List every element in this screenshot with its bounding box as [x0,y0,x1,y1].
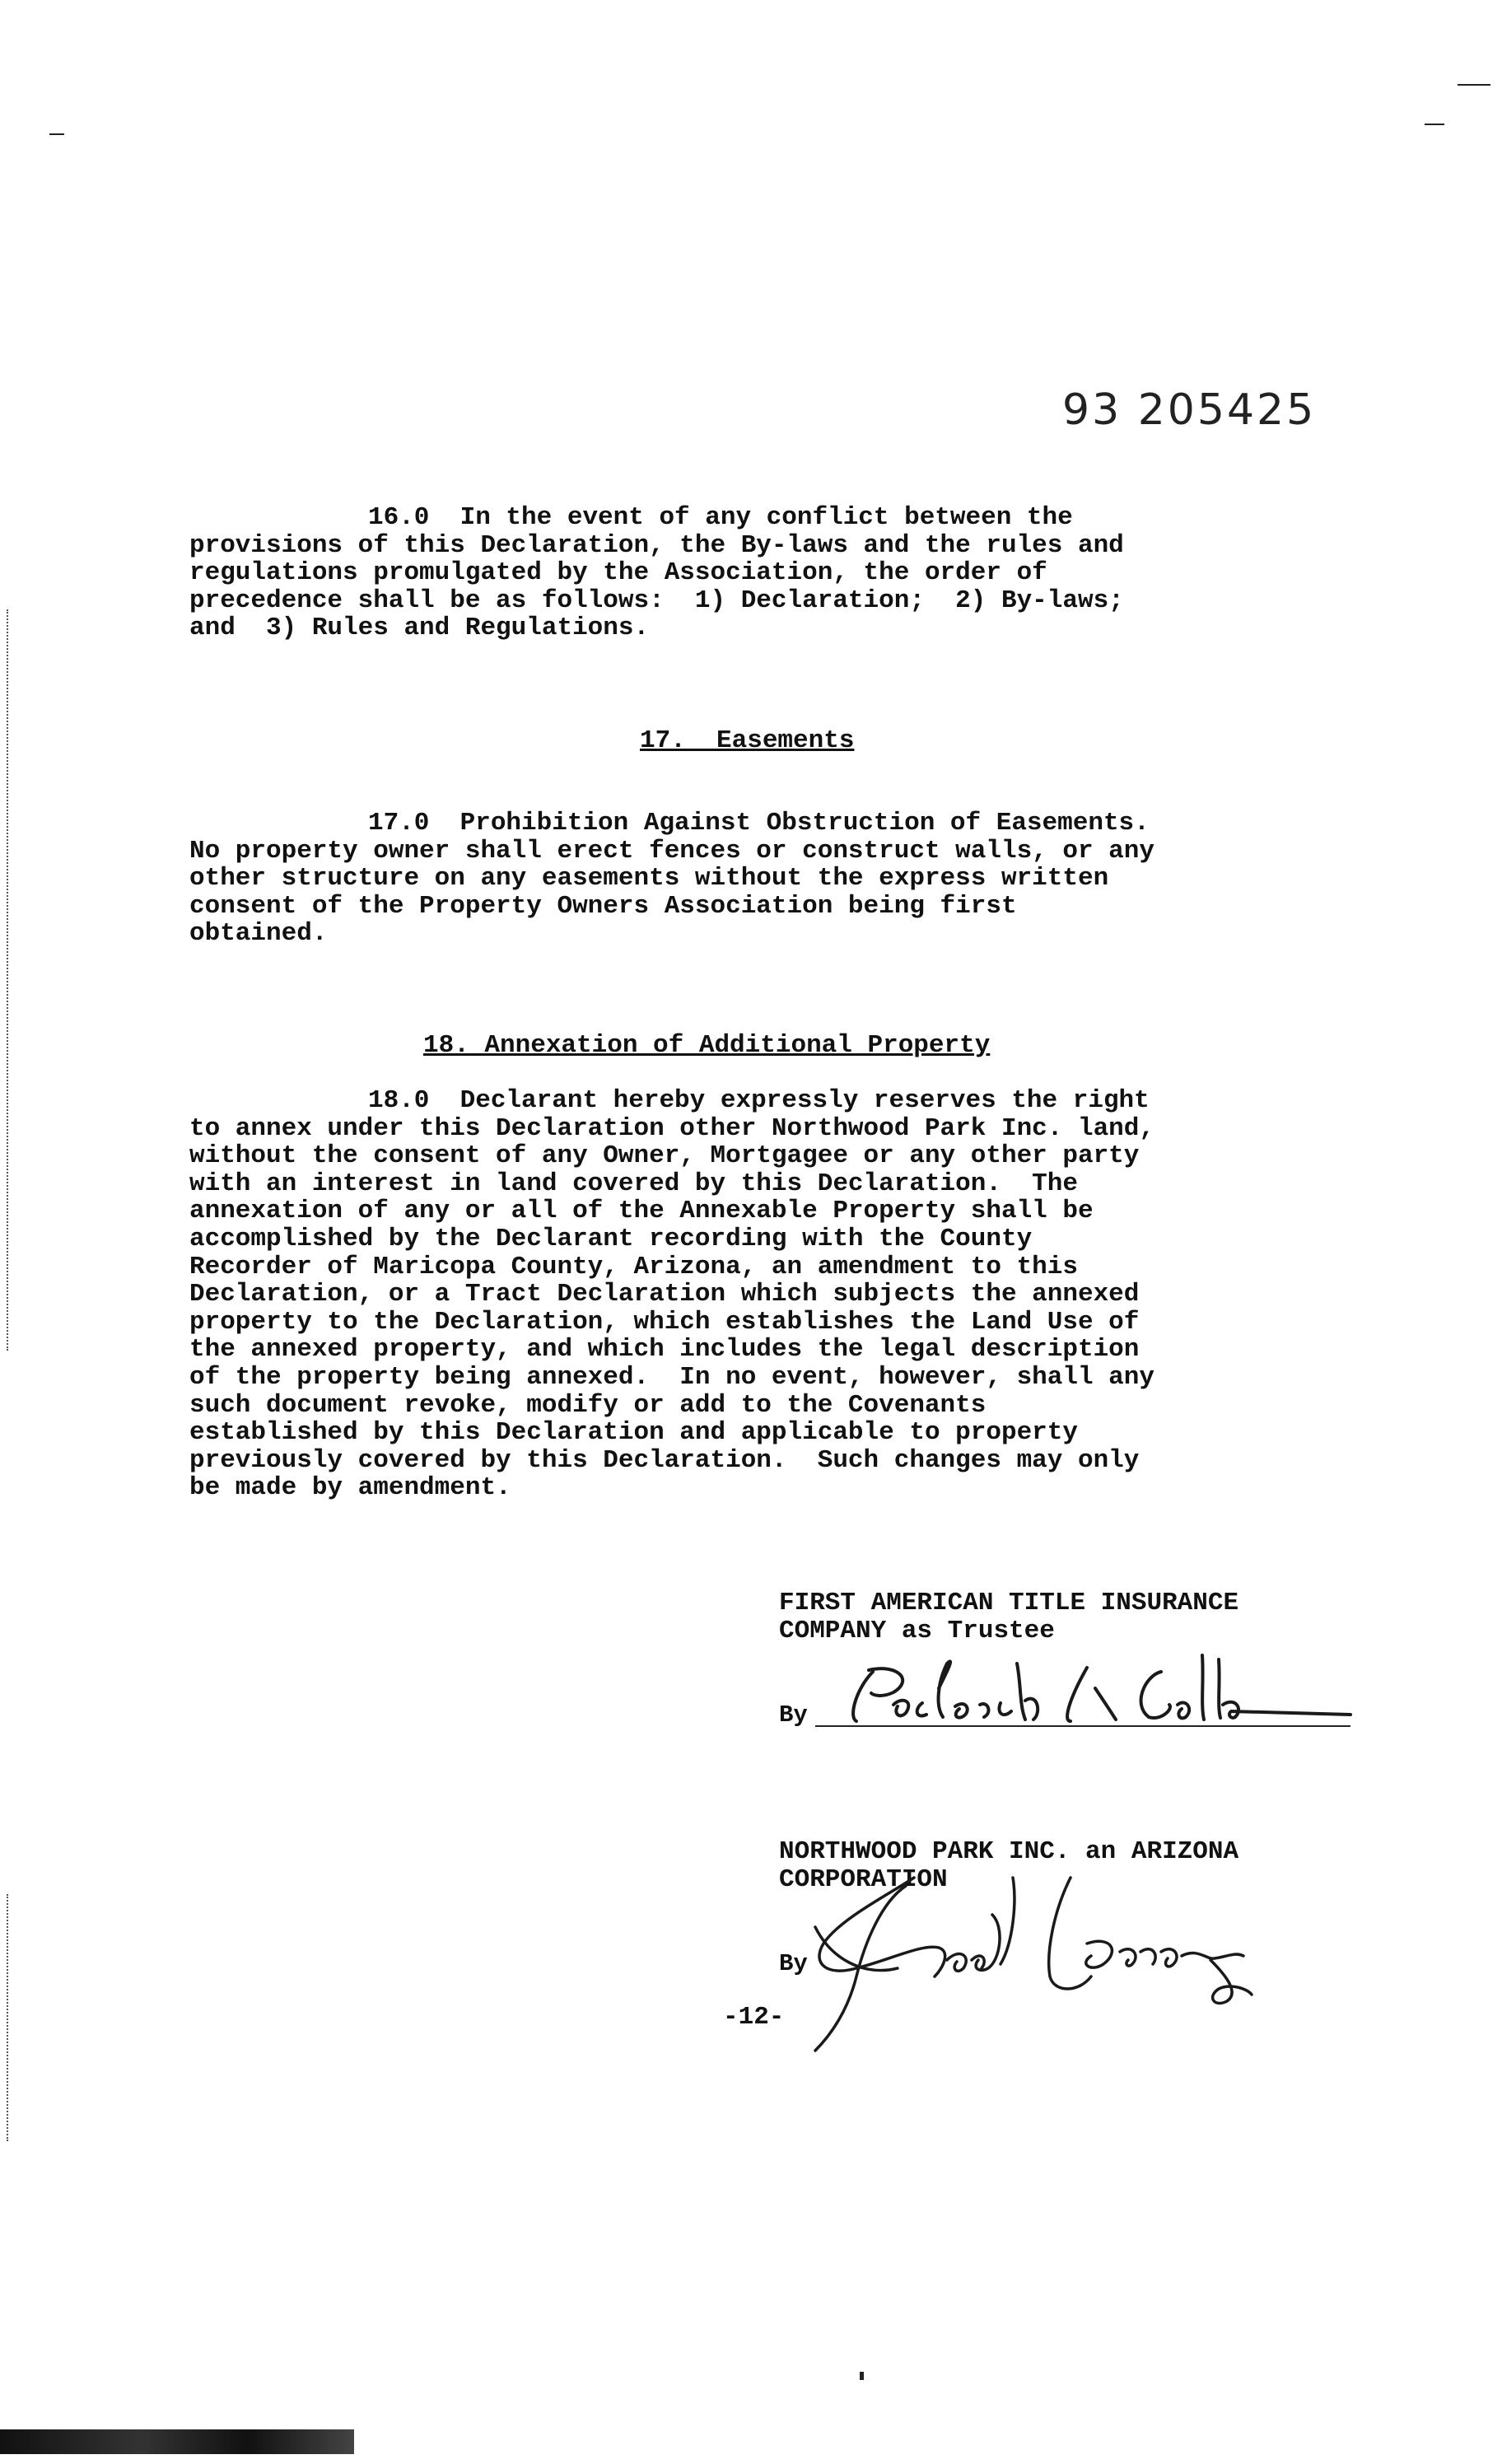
text-line: other structure on any easements without the express written [189,864,1109,894]
text-line: 16.0 In the event of any conflict between the [368,503,1073,532]
scan-edge-marks [7,609,11,1351]
first-signatory-name: FIRST AMERICAN TITLE INSURANCE [779,1589,1239,1617]
text-line: and 3) Rules and Regulations. [189,614,650,643]
document-number: 93 205425 [1062,385,1317,435]
section-17-paragraph [189,810,1342,948]
text-line: provisions of this Declaration, the By-laws and the rules and [189,530,1124,560]
scan-speck [1425,124,1444,125]
page-number: -12- [723,2003,785,2032]
scan-bottom-bar [0,2429,354,2454]
first-signature-image [823,1639,1359,1738]
scan-edge-marks [7,1894,11,2141]
text-line: without the consent of any Owner, Mortgagee or any other party [189,1141,1140,1171]
text-line: precedence shall be as follows: 1) Declaration; 2) By-laws; [189,586,1124,615]
section-18-heading: 18. Annexation of Additional Property [423,1031,991,1060]
section-17-heading: 17. Easements [640,726,855,755]
text-line: annexation of any or all of the Annexable Property shall be [189,1197,1094,1226]
first-by-label: By [779,1701,808,1729]
second-by-label: By [779,1950,808,1977]
section-16-paragraph [189,504,1342,642]
text-line: be made by amendment. [189,1473,511,1503]
text-line: established by this Declaration and applicable to property [189,1418,1078,1448]
scan-speck [860,2372,864,2380]
text-line: regulations promulgated by the Association, the order of [189,558,1047,588]
text-line: Recorder of Maricopa County, Arizona, an amendment to this [189,1252,1078,1281]
second-signatory-name: NORTHWOOD PARK INC. an ARIZONA [779,1837,1239,1866]
second-signature-image [766,1845,1342,2059]
scan-speck [1458,84,1490,86]
text-line: with an interest in land covered by this Declaration. The [189,1169,1078,1198]
first-signatory-role: COMPANY as Trustee [779,1617,1055,1645]
text-line: obtained. [189,919,328,949]
text-line: the annexed property, and which includes the legal description [189,1335,1140,1365]
text-line: property to the Declaration, which establishes the Land Use of [189,1307,1140,1337]
text-line: No property owner shall erect fences or construct walls, or any [189,836,1154,866]
text-line: 17.0 Prohibition Against Obstruction of Easements. [368,809,1150,838]
text-line: such document revoke, modify or add to the Covenants [189,1390,987,1420]
text-line: to annex under this Declaration other Northwood Park Inc. land, [189,1113,1154,1143]
section-18-paragraph [189,1087,1342,1502]
text-line: of the property being annexed. In no event, however, shall any [189,1362,1154,1392]
scan-speck [49,133,64,135]
text-line: accomplished by the Declarant recording with the County [189,1224,1033,1253]
text-line: 18.0 Declarant hereby expressly reserves the right [368,1086,1150,1115]
text-line: Declaration, or a Tract Declaration which subjects the annexed [189,1280,1140,1309]
text-line: consent of the Property Owners Association being first [189,891,1017,921]
text-line: previously covered by this Declaration. Such changes may only [189,1445,1140,1475]
second-signatory-role: CORPORATION [779,1865,948,1894]
